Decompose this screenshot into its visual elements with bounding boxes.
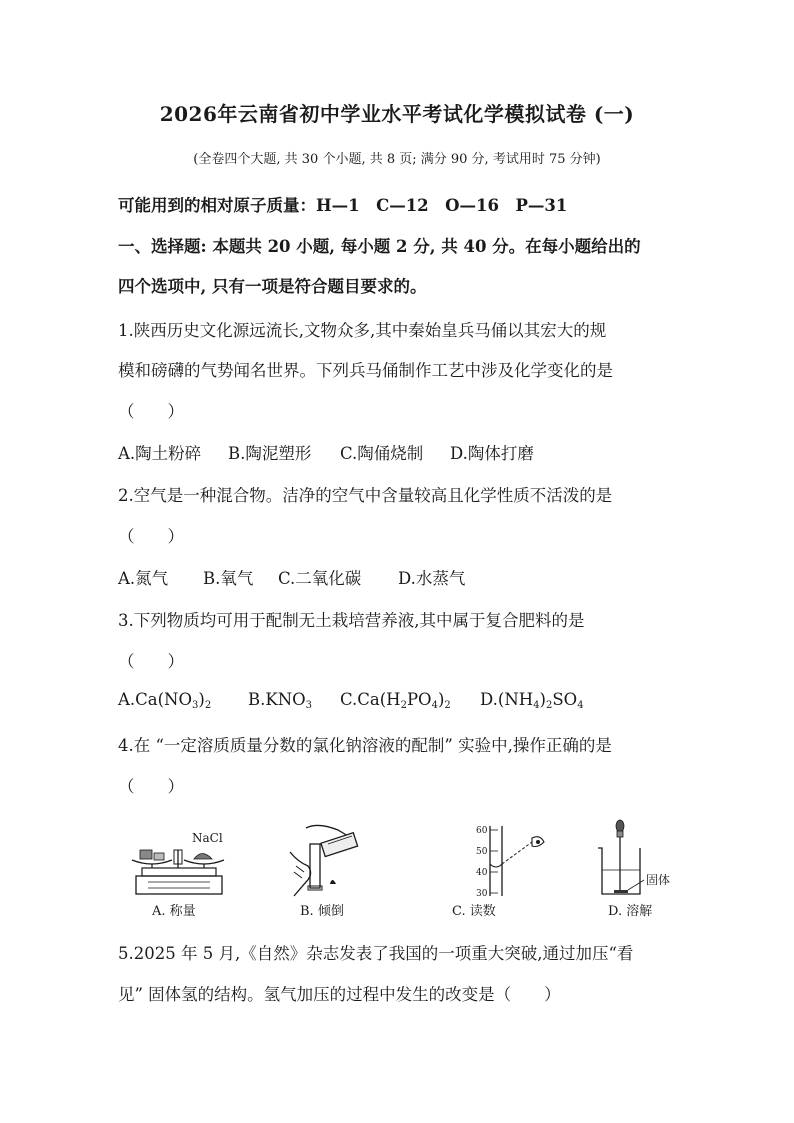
q1-option-b[interactable]: B.陶泥塑形 <box>228 444 312 463</box>
balance-illustration <box>128 826 228 898</box>
svg-text:40: 40 <box>476 868 488 878</box>
section1-heading-line1: 一、选择题: 本题共 20 小题, 每小题 2 分, 共 40 分。在每小题给出的 <box>118 237 641 256</box>
q5-line2: 见” 固体氢的结构。氢气加压的过程中发生的改变是（ ） <box>118 985 561 1004</box>
svg-text:60: 60 <box>476 826 488 836</box>
q3-options <box>118 690 688 711</box>
q1-line2: 模和磅礴的气势闻名世界。下列兵马俑制作工艺中涉及化学变化的是 <box>118 361 613 380</box>
atomic-masses: 可能用到的相对原子质量：H—1 C—12 O—16 P—31 <box>118 196 568 215</box>
q3-line1: 3.下列物质均可用于配制无土栽培营养液,其中属于复合肥料的是 <box>118 611 585 630</box>
q4-blank: （ ） <box>118 777 184 796</box>
figure-caption-c: C. 读数 <box>452 904 496 919</box>
q1-option-c[interactable]: C.陶俑烧制 <box>340 444 424 463</box>
figure-caption-b: B. 倾倒 <box>300 904 344 919</box>
q3-option-b[interactable]: $B.KNO_3$ <box>248 690 313 711</box>
q4-line1: 4.在 “一定溶质质量分数的氯化钠溶液的配制” 实验中,操作正确的是 <box>118 736 612 755</box>
dissolving-illustration <box>594 818 688 898</box>
svg-text:NaCl: NaCl <box>192 831 223 845</box>
q1-option-a[interactable]: A.陶土粉碎 <box>118 444 202 463</box>
svg-text:50: 50 <box>476 847 488 857</box>
q2-option-a[interactable]: A.氮气 <box>118 569 169 588</box>
q1-options <box>118 440 688 464</box>
pouring-illustration <box>278 822 364 898</box>
q2-options <box>118 565 688 589</box>
q1-option-d[interactable]: D.陶体打磨 <box>450 444 534 463</box>
q3-blank: （ ） <box>118 652 184 671</box>
q2-blank: （ ） <box>118 527 184 546</box>
q3-option-d[interactable]: $D.(NH_4)_2SO_4$ <box>480 690 584 711</box>
q2-option-d[interactable]: D.水蒸气 <box>398 569 466 588</box>
q2-line1: 2.空气是一种混合物。洁净的空气中含量较高且化学性质不活泼的是 <box>118 486 613 505</box>
exam-subtitle: (全卷四个大题, 共 30 个小题, 共 8 页; 满分 90 分, 考试用时 75 分钟) <box>193 152 601 167</box>
section1-heading-line2: 四个选项中, 只有一项是符合题目要求的。 <box>118 277 427 296</box>
q1-line1: 1.陕西历史文化源远流长,文物众多,其中秦始皇兵马俑以其宏大的规 <box>118 321 607 340</box>
q2-option-c[interactable]: C.二氧化碳 <box>278 569 362 588</box>
exam-title: 2026年云南省初中学业水平考试化学模拟试卷 (一) <box>159 102 635 126</box>
q2-option-b[interactable]: B.氧气 <box>203 569 254 588</box>
cylinder-reading-illustration <box>468 824 558 898</box>
q5-line1: 5.2025 年 5 月,《自然》杂志发表了我国的一项重大突破,通过加压“看 <box>118 944 634 963</box>
q3-option-a[interactable]: $A.Ca(NO_3)_2$ <box>118 690 212 711</box>
figure-caption-a: A. 称量 <box>152 904 196 919</box>
q1-blank: （ ） <box>118 402 184 421</box>
svg-text:固体: 固体 <box>646 873 671 887</box>
figure-caption-d: D. 溶解 <box>608 904 653 919</box>
svg-text:30: 30 <box>476 889 488 898</box>
q3-option-c[interactable]: $C.Ca(H_2PO_4)_2$ <box>340 690 451 711</box>
